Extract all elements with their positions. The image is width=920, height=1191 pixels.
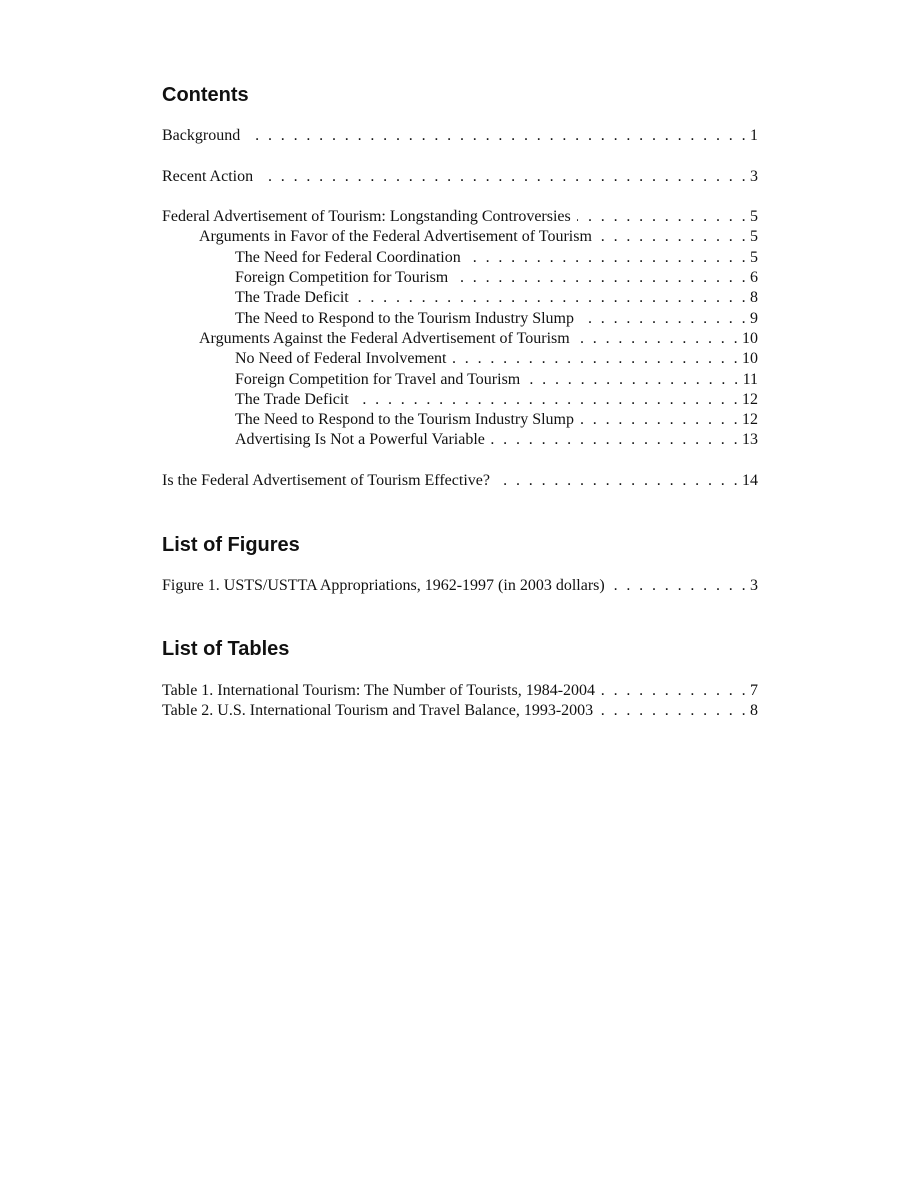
toc-entry-arguments-against[interactable] xyxy=(162,329,758,349)
toc-page-number: 11 xyxy=(742,370,758,388)
toc-page-number: 13 xyxy=(742,431,758,449)
toc-page-number: 12 xyxy=(742,411,758,429)
dot-leader xyxy=(611,576,748,596)
toc-entry-foreign-competition-travel[interactable] xyxy=(162,370,758,390)
dot-leader xyxy=(526,370,740,390)
toc-entry-title: Is the Federal Advertisement of Tourism Effective? xyxy=(162,472,490,490)
dot-leader xyxy=(598,227,748,247)
toc-entry-title: Federal Advertisement of Tourism: Longstanding Controversies xyxy=(162,208,571,226)
toc-entry-effective[interactable] xyxy=(162,471,758,491)
toc-entry-background[interactable] xyxy=(162,126,758,146)
tables-heading: List of Tables xyxy=(162,638,290,660)
toc-page-number: 5 xyxy=(750,228,758,246)
toc-entry-trade-deficit-against[interactable] xyxy=(162,390,758,410)
toc-entry-trade-deficit-favor[interactable] xyxy=(162,288,758,308)
toc-entry-tourism-slump-favor[interactable] xyxy=(162,309,758,329)
figures-heading: List of Figures xyxy=(162,534,300,556)
table-page-number: 8 xyxy=(750,702,758,720)
table-entry-1[interactable] xyxy=(162,681,758,701)
toc-entry-title: Recent Action xyxy=(162,167,254,185)
toc-entry-title: The Need to Respond to the Tourism Industry Slump xyxy=(235,309,574,327)
dot-leader xyxy=(577,207,748,227)
toc-page-number: 10 xyxy=(742,329,758,347)
tables-list xyxy=(162,681,758,722)
contents-list xyxy=(162,126,758,491)
toc-entry-title: Background xyxy=(162,127,241,144)
toc-page-number: 5 xyxy=(750,248,758,266)
toc-page-number: 3 xyxy=(750,167,758,185)
figure-entry-title: Figure 1. USTS/USTTA Appropriations, 1962-1997 (in 2003 dollars) xyxy=(162,577,605,594)
toc-page-number: 8 xyxy=(750,289,758,307)
toc-entry-arguments-in-favor[interactable] xyxy=(162,227,758,247)
toc-entry-title: No Need of Federal Involvement xyxy=(235,350,447,368)
toc-entry-title: Arguments Against the Federal Advertisement of Tourism xyxy=(199,329,570,347)
dot-leader xyxy=(601,681,748,701)
toc-page-number: 9 xyxy=(750,309,758,327)
toc-page-number: 6 xyxy=(750,269,758,287)
toc-page-number: 5 xyxy=(750,208,758,226)
table-page-number: 7 xyxy=(750,682,758,699)
dot-leader xyxy=(576,329,740,349)
toc-entry-tourism-slump-against[interactable] xyxy=(162,410,758,430)
toc-entry-title: The Trade Deficit xyxy=(235,289,349,307)
contents-heading: Contents xyxy=(162,84,249,106)
toc-entry-federal-advertisement[interactable] xyxy=(162,207,758,227)
dot-leader xyxy=(454,268,748,288)
figures-list xyxy=(162,576,758,596)
toc-entry-recent-action[interactable] xyxy=(162,167,758,187)
dot-leader xyxy=(580,309,748,329)
table-entry-title: Table 2. U.S. International Tourism and Travel Balance, 1993-2003 xyxy=(162,702,594,720)
toc-entry-title: Arguments in Favor of the Federal Advertisement of Tourism xyxy=(199,228,592,246)
dot-leader xyxy=(599,701,748,721)
toc-entry-title: The Need to Respond to the Tourism Industry Slump xyxy=(235,411,574,429)
toc-entry-title: Advertising Is Not a Powerful Variable xyxy=(235,431,485,449)
dot-leader xyxy=(355,390,740,410)
toc-page-number: 12 xyxy=(742,390,758,408)
toc-entry-no-need-federal[interactable] xyxy=(162,349,758,369)
figure-page-number: 3 xyxy=(750,577,758,594)
dot-leader xyxy=(491,430,740,450)
dot-leader xyxy=(467,248,748,268)
toc-page-number: 1 xyxy=(750,127,758,144)
dot-leader xyxy=(259,167,748,187)
toc-entry-advertising-variable[interactable] xyxy=(162,430,758,450)
toc-entry-foreign-competition-tourism[interactable] xyxy=(162,268,758,288)
toc-page-number: 10 xyxy=(742,350,758,368)
dot-leader xyxy=(580,410,740,430)
dot-leader xyxy=(246,126,748,146)
figure-entry-1[interactable] xyxy=(162,576,758,596)
toc-entry-title: Foreign Competition for Travel and Tourism xyxy=(235,370,521,388)
toc-entry-need-federal-coordination[interactable] xyxy=(162,248,758,268)
toc-entry-title: The Trade Deficit xyxy=(235,390,349,408)
toc-page-number: 14 xyxy=(742,472,758,490)
toc-entry-title: Foreign Competition for Tourism xyxy=(235,269,449,287)
table-entry-2[interactable] xyxy=(162,701,758,721)
dot-leader xyxy=(355,288,748,308)
toc-entry-title: The Need for Federal Coordination xyxy=(235,248,461,266)
table-entry-title: Table 1. International Tourism: The Number of Tourists, 1984-2004 xyxy=(162,682,596,699)
dot-leader xyxy=(496,471,740,491)
dot-leader xyxy=(452,349,740,369)
